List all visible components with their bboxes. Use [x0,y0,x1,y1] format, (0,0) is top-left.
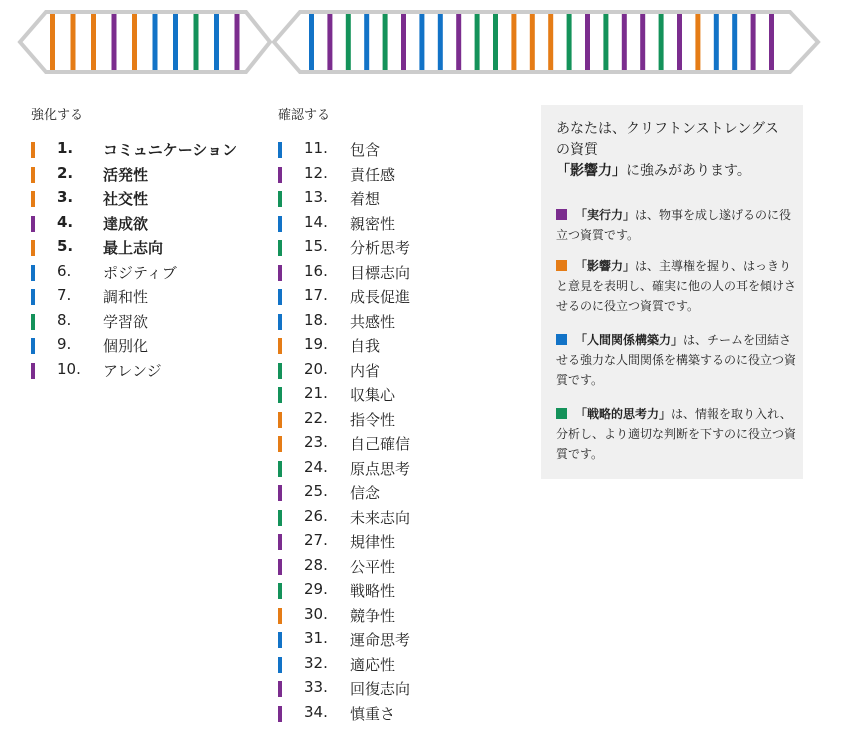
right-banner-stripe [677,14,682,70]
theme-rank: 8. [57,310,72,329]
right-banner-stripe [475,14,480,70]
theme-rank: 13. [304,188,328,206]
theme-rank: 3. [57,188,74,206]
theme-name: 自己確信 [350,435,411,453]
theme-rank: 28. [304,555,328,574]
theme-name: 内省 [350,361,381,380]
theme-rank: 17. [304,286,328,304]
right-banner-stripe [585,14,590,70]
theme-name: 競争性 [350,606,396,625]
full-ranking-banner-right [274,12,818,72]
theme-name: 親密性 [350,214,396,233]
domain-color-bar [278,485,282,501]
domain-description [556,256,796,316]
theme-name: 調和性 [103,288,149,306]
domain-color-bar [278,412,282,428]
theme-rank: 30. [304,604,328,623]
domain-color-bar [278,436,282,452]
domain-color-square [556,334,567,345]
intro-line1: あなたは、クリフトンストレングス [556,121,779,137]
theme-rank: 25. [304,482,328,500]
domain-color-bar [278,216,282,232]
theme-rank: 7. [57,286,72,304]
intro-tail: に強みがあります。 [626,163,751,179]
domain-color-square [556,209,567,220]
domain-title: 「実行力」 [575,208,636,222]
domain-color-bar [278,706,282,722]
domain-color-bar [278,657,282,673]
theme-rank: 34. [304,702,328,721]
domain-color-square [556,260,567,271]
domain-description [556,404,796,464]
theme-rank: 5. [57,237,74,255]
theme-rank: 6. [57,261,72,280]
theme-rank: 16. [304,261,328,280]
theme-rank: 12. [304,163,328,182]
theme-rank: 32. [304,653,328,672]
right-banner-stripe [548,14,553,70]
domain-color-bar [278,142,282,158]
theme-rank: 2. [57,163,74,182]
strengths-banner [0,0,841,85]
domain-color-bar [278,314,282,330]
theme-rank: 15. [304,237,328,255]
theme-name: 達成欲 [103,214,149,233]
right-banner-stripe [530,14,535,70]
left-banner-stripe [132,14,137,70]
theme-name: 共感性 [350,312,396,331]
left-banner-stripe [50,14,55,70]
theme-rank: 31. [304,629,328,647]
right-banner-stripe [456,14,461,70]
left-banner-stripe [71,14,76,70]
theme-name: 責任感 [350,165,396,184]
domain-color-bar [31,265,35,281]
theme-name: 学習欲 [103,312,149,331]
left-banner-stripe [194,14,199,70]
right-banner-stripe [714,14,719,70]
confirm-heading: 確認する [278,108,331,123]
theme-name: 着想 [350,190,381,208]
theme-name: 適応性 [350,655,396,674]
domain-description [556,205,796,245]
right-banner-stripe [567,14,572,70]
theme-name: 公平性 [350,557,396,576]
right-banner-stripe [751,14,756,70]
theme-name: 戦略性 [350,582,396,600]
theme-rank: 14. [304,212,328,231]
theme-name: 回復志向 [350,680,411,698]
domain-title: 「人間関係構築力」 [575,333,684,347]
left-banner-stripe [173,14,178,70]
domain-color-bar [278,534,282,550]
domain-color-bar [31,142,35,158]
theme-rank: 33. [304,678,328,696]
theme-name: 慎重さ [350,704,396,723]
theme-name: 運命思考 [350,631,411,649]
theme-name: 最上志向 [103,239,164,257]
theme-rank: 11. [304,139,328,157]
theme-rank: 24. [304,457,328,476]
theme-name: アレンジ [103,361,162,380]
domain-color-bar [278,191,282,207]
domain-info-panel [541,105,803,479]
theme-name: 規律性 [350,533,396,551]
theme-name: 原点思考 [350,459,411,478]
left-banner-outline [20,12,270,72]
domain-description [556,330,796,390]
right-banner-stripe [419,14,424,70]
domain-color-bar [31,240,35,256]
domain-text: は、主導権を握り、はっきりと意見を表明し、確実に他の人の耳を傾けさせるのに役立つ資質です。 [556,259,797,313]
left-banner-stripe [112,14,117,70]
theme-name: 目標志向 [350,263,411,282]
theme-rank: 26. [304,506,328,525]
domain-color-bar [278,363,282,379]
domain-text: は、情報を取り入れ、分析し、より適切な判断を下すのに役立つ資質です。 [556,407,797,461]
domain-title: 「戦略的思考力」 [575,407,672,421]
domain-title: 「影響力」 [575,259,636,273]
theme-rank: 21. [304,384,328,402]
right-banner-stripe [622,14,627,70]
right-banner-stripe [603,14,608,70]
theme-rank: 22. [304,408,328,427]
domain-color-bar [278,461,282,477]
top-five-banner-left [20,12,270,72]
left-banner-stripe [235,14,240,70]
theme-name: 自我 [350,337,381,355]
intro-highlight: 「影響力」 [556,163,626,179]
domain-color-bar [278,632,282,648]
right-banner-stripe [511,14,516,70]
domain-color-bar [278,559,282,575]
theme-rank: 29. [304,580,328,598]
domain-color-bar [278,167,282,183]
right-banner-stripe [327,14,332,70]
theme-name: 未来志向 [350,508,411,527]
domain-color-bar [278,265,282,281]
right-banner-stripe [769,14,774,70]
domain-text: は、チームを団結させる強力な人間関係を構築するのに役立つ資質です。 [556,333,797,387]
domain-color-bar [31,167,35,183]
theme-name: 社交性 [103,190,149,208]
theme-rank: 18. [304,310,328,329]
domain-color-bar [31,191,35,207]
theme-rank: 10. [57,359,81,378]
right-banner-stripe [640,14,645,70]
domain-color-bar [31,314,35,330]
domain-color-bar [278,289,282,305]
right-banner-stripe [364,14,369,70]
domain-color-bar [278,608,282,624]
right-banner-stripe [695,14,700,70]
theme-rank: 1. [57,139,74,157]
theme-name: コミュニケーション [103,141,238,159]
theme-name: ポジティブ [103,263,177,282]
right-banner-stripe [659,14,664,70]
right-banner-stripe [401,14,406,70]
right-banner-stripe [493,14,498,70]
intro-line2: の資質 [556,142,598,158]
theme-rank: 20. [304,359,328,378]
domain-color-bar [31,289,35,305]
strengthen-heading: 強化する [31,108,84,123]
right-banner-stripe [346,14,351,70]
left-banner-stripe [91,14,96,70]
domain-text: は、物事を成し遂げるのに役立つ資質です。 [556,208,792,242]
theme-rank: 9. [57,335,72,353]
right-banner-stripe [309,14,314,70]
theme-name: 活発性 [103,165,149,184]
theme-rank: 27. [304,531,328,549]
theme-rank: 4. [57,212,74,231]
domain-color-bar [31,363,35,379]
domain-color-bar [278,681,282,697]
theme-name: 分析思考 [350,239,411,257]
theme-name: 個別化 [103,337,149,355]
domain-color-square [556,408,567,419]
domain-color-bar [31,216,35,232]
theme-name: 包含 [350,141,381,159]
domain-color-bar [278,387,282,403]
right-banner-stripe [383,14,388,70]
domain-color-bar [278,583,282,599]
theme-name: 指令性 [350,410,396,429]
theme-rank: 23. [304,433,328,451]
domain-color-bar [278,338,282,354]
theme-name: 収集心 [350,386,396,404]
left-banner-stripe [153,14,158,70]
right-banner-stripe [732,14,737,70]
theme-name: 成長促進 [350,288,411,306]
info-intro [556,119,796,182]
right-banner-stripe [438,14,443,70]
domain-color-bar [278,510,282,526]
left-banner-stripe [214,14,219,70]
theme-rank: 19. [304,335,328,353]
domain-color-bar [31,338,35,354]
theme-name: 信念 [350,484,381,502]
domain-color-bar [278,240,282,256]
